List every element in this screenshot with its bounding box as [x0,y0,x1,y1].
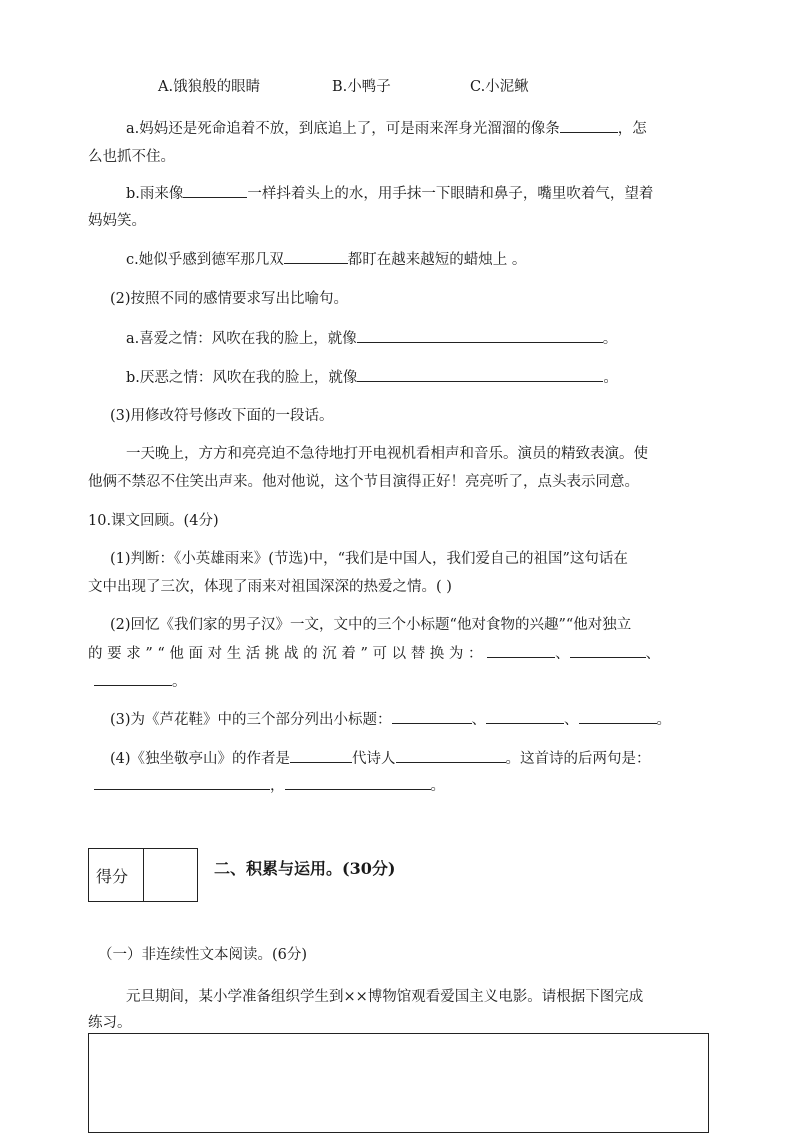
question-c-text-end: 都盯在越来越短的蜡烛上 。 [347,252,527,268]
question-10-4-text-a: (4)《独坐敬亭山》的作者是 [110,751,291,767]
question-10-4-text-c: 。这首诗的后两句是： [505,751,651,767]
image-frame [88,1033,709,1133]
question-10-4-line1 [110,748,651,769]
option-a: A.饿狼般的眼睛 [158,79,261,95]
period: 。 [430,778,445,794]
question-a-text-end: ，怎 [617,121,647,137]
question-2-hate [126,367,618,388]
separator: 、 [564,712,579,728]
subsection-1-title: （一）非连续性文本阅读。(6分) [98,947,308,963]
question-b-line2: 妈妈笑。 [88,213,146,229]
question-3-paragraph-line2: 他俩不禁忍不住笑出声来。他对他说，这个节目演得正好！亮亮听了，点头表示同意。 [88,474,639,490]
option-c: C.小泥鳅 [470,79,529,95]
answer-blank[interactable] [290,748,352,763]
answer-blank[interactable] [183,183,247,198]
answer-blank[interactable] [94,775,270,790]
answer-blank[interactable] [285,775,431,790]
question-10-4-text-b: 代诗人 [352,751,396,767]
answer-blank[interactable] [579,709,657,724]
question-a-text: a.妈妈还是死命追着不放，到底追上了，可是雨来浑身光溜溜的像条 [126,121,560,137]
question-3-paragraph-line1: 一天晚上，方方和亮亮迫不急待地打开电视机看相声和音乐。演员的精致表演。使 [126,446,648,462]
separator: 、 [645,646,661,662]
question-c-text: c.她似乎感到德军那几双 [126,252,284,268]
question-a-line2: 么也抓不住。 [88,149,175,165]
answer-blank[interactable] [94,671,172,686]
question-10-3-line [110,709,671,730]
score-box-divider [143,849,144,901]
question-c-line [126,249,526,270]
answer-blank[interactable] [357,328,603,343]
period: 。 [603,370,618,386]
question-3-title: (3)用修改符号修改下面的一段话。 [110,408,334,424]
question-10-2-line1: (2)回忆《我们家的男子汉》一文，文中的三个小标题“他对食物的兴趣”“他对独立 [110,617,632,633]
question-2-love-text: a.喜爱之情：风吹在我的脸上，就像 [126,331,357,347]
section-2-title: 二、积累与运用。(30分) [214,859,396,878]
question-10-3-text: (3)为《芦花鞋》中的三个部分列出小标题： [110,712,392,728]
question-10-2-line2 [88,643,660,664]
subsection-1-line2: 练习。 [88,1015,132,1031]
subsection-1-line1: 元旦期间，某小学准备组织学生到××博物馆观看爱国主义电影。请根据下图完成 [126,989,644,1005]
question-10-2-text: 的 要 求 ” “ 他 面 对 生 活 挑 战 的 沉 着 ” 可 以 替 换 为 ： [88,646,483,662]
question-10-4-line2 [94,775,445,796]
question-10-1-line2: 文中出现了三次，体现了雨来对祖国深深的热爱之情。( ) [88,579,452,595]
separator: 、 [471,712,487,728]
answer-blank[interactable] [487,643,555,658]
period: 。 [172,674,187,690]
answer-blank[interactable] [284,249,348,264]
question-10-2-line3 [94,671,187,692]
question-b-line1 [126,183,653,204]
question-a-line1 [126,118,647,139]
comma: ， [270,778,285,794]
score-box [88,848,198,902]
question-2-hate-text: b.厌恶之情：风吹在我的脸上，就像 [126,370,358,386]
question-2-title: (2)按照不同的感情要求写出比喻句。 [110,291,349,307]
question-10-1-line1: (1)判断：《小英雄雨来》(节选)中，“我们是中国人，我们爱自己的祖国”这句话在 [110,551,628,567]
answer-blank[interactable] [396,748,506,763]
answer-blank[interactable] [570,643,646,658]
answer-blank[interactable] [357,367,603,382]
answer-blank[interactable] [560,118,618,133]
answer-blank[interactable] [486,709,564,724]
option-b: B.小鸭子 [332,79,391,95]
separator: 、 [555,646,570,662]
period: 。 [602,331,618,347]
period: 。 [656,712,672,728]
question-2-love [126,328,617,349]
question-b-text: b.雨来像 [126,186,184,202]
question-b-text-end: 一样抖着头上的水，用手抹一下眼睛和鼻子，嘴里吹着气，望着 [247,186,654,202]
question-10-title: 10.课文回顾。(4分) [88,513,219,529]
score-label: 得分 [96,867,129,886]
answer-blank[interactable] [392,709,472,724]
